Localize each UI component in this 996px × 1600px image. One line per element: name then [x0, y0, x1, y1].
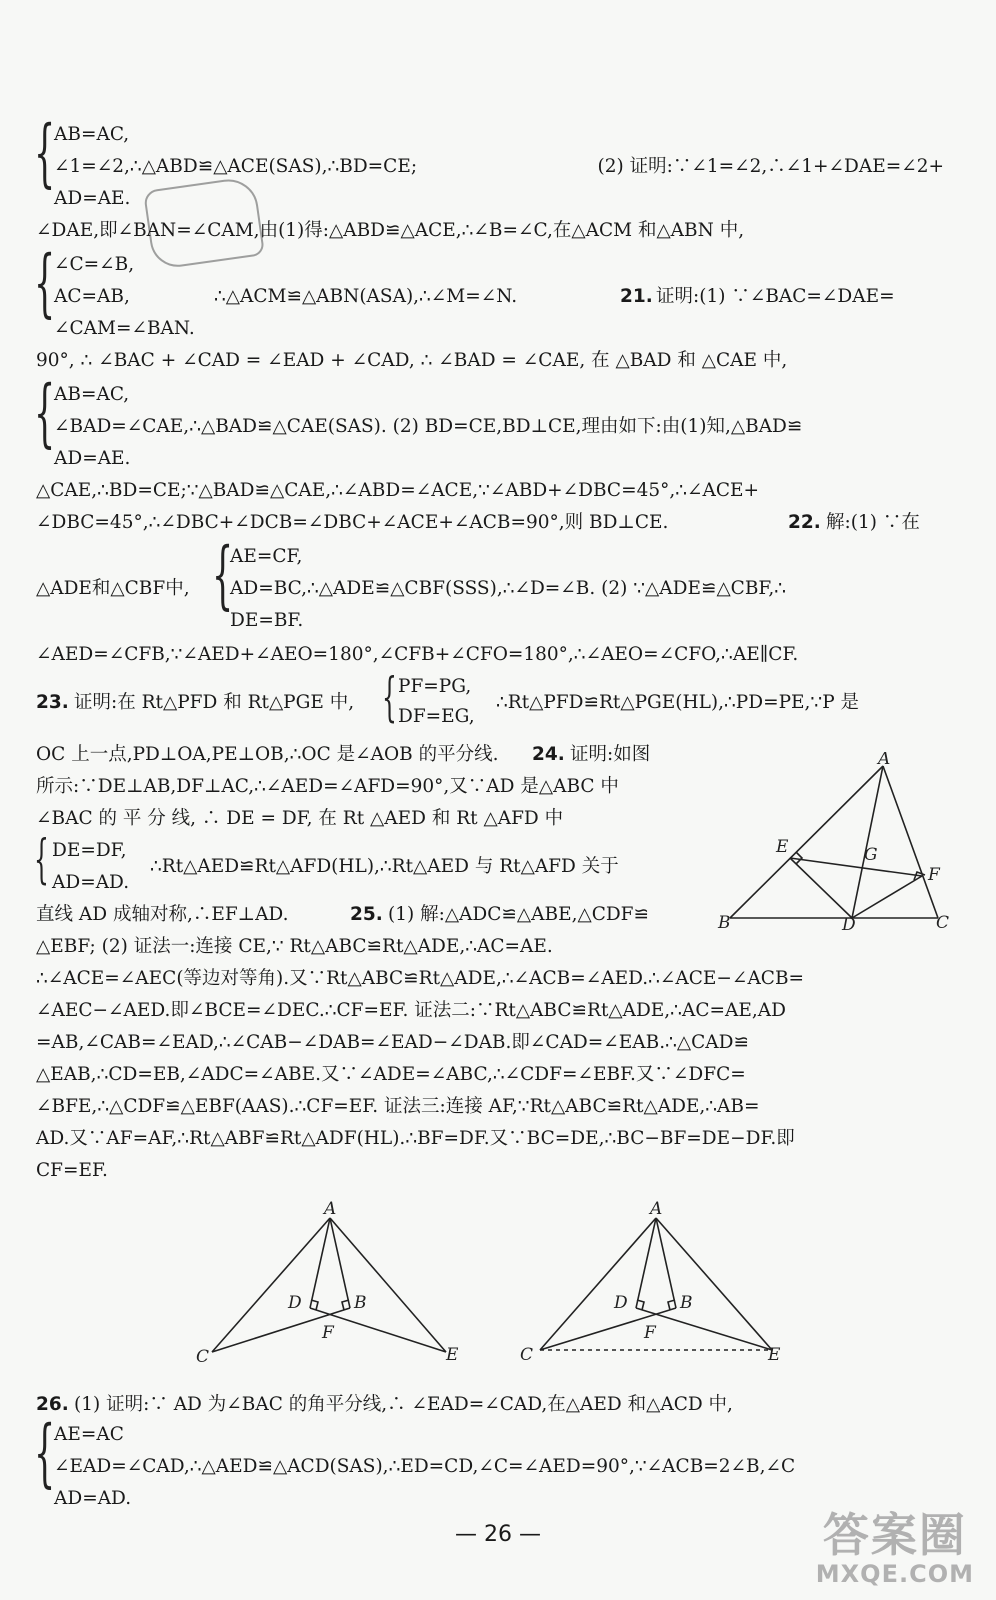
text-line: AD=AD. — [52, 872, 130, 893]
text-line: △EAB,∴CD=EB,∠ADC=∠ABE.又∵∠ADE=∠ABC,∴∠CDF=∠EBF.又∵∠DFC= — [36, 1064, 746, 1085]
brace: { — [382, 668, 397, 728]
watermark-url: MXQE.COM — [815, 1560, 974, 1588]
label-a: A — [878, 752, 891, 769]
text-line: ∠EAD=∠CAD,∴△AED≌△ACD(SAS),∴ED=CD,∠C=∠AED=90°,∵∠ACB=2∠B,∠C — [54, 1456, 796, 1477]
brace: { — [34, 370, 56, 456]
watermark — [816, 1510, 974, 1588]
text-span: (2) 证明:∵∠1=∠2,∴∠1+∠DAE=∠2+ — [597, 156, 944, 177]
text-line — [54, 154, 944, 180]
text-line: ∠BAC 的 平 分 线, ∴ DE = DF, 在 Rt △AED 和 Rt △AFD 中 — [36, 808, 564, 829]
figure-24 — [716, 752, 952, 934]
label-e: E — [768, 1345, 781, 1365]
label-f: F — [644, 1323, 656, 1343]
text-line: AD=AE. — [54, 188, 131, 209]
text-line: AC=AB, — [54, 286, 130, 307]
label-a: A — [650, 1200, 663, 1219]
label-b: B — [680, 1293, 693, 1313]
text-line: PF=PG, — [398, 676, 472, 697]
figure-25-left — [190, 1200, 470, 1378]
question-number: 24. — [532, 744, 565, 765]
text-line: ∴△ACM≌△ABN(ASA),∴∠M=∠N. — [214, 286, 518, 307]
label-c: C — [196, 1347, 210, 1367]
question-number: 22. — [788, 512, 821, 533]
text-line: =AB,∠CAB=∠EAD,∴∠CAB−∠DAB=∠EAD−∠DAB.即∠CAD=∠EAB.∴△CAD≌ — [36, 1032, 749, 1053]
text-line: 证明:如图 — [570, 744, 651, 765]
text-line: AD=BC,∴△ADE≌△CBF(SSS),∴∠D=∠B. (2) ∵△ADE≌△CBF,∴ — [230, 578, 787, 599]
brace: { — [34, 1410, 56, 1496]
question-number: 23. — [36, 692, 69, 713]
text-line: △EBF; (2) 证法一:连接 CE,∵ Rt△ABC≌Rt△ADE,∴AC=AE. — [36, 936, 553, 957]
text-line: AD=AE. — [54, 448, 131, 469]
text-line: AD.又∵AF=AF,∴Rt△ABF≌Rt△ADF(HL).∴BF=DF.又∵BC=DE,∴BC−BF=DE−DF.即 — [36, 1128, 795, 1149]
right-angle-e — [796, 852, 802, 864]
brace: { — [212, 532, 234, 618]
text-line: OC 上一点,PD⊥OA,PE⊥OB,∴OC 是∠AOB 的平分线. — [36, 744, 499, 765]
text-line: AD=AD. — [54, 1488, 132, 1509]
label-c: C — [936, 913, 950, 933]
label-e: E — [446, 1345, 459, 1365]
text-line: (1) 解:△ADC≌△ABE,△CDF≌ — [388, 904, 650, 925]
text-line: 直线 AD 成轴对称,∴EF⊥AD. — [36, 904, 289, 925]
page-number-value: 26 — [484, 1522, 512, 1547]
text-line: ∠DAE,即∠BAN=∠CAM,由(1)得:△ABD≌△ACE,∴∠B=∠C,在△ACM 和△ABN 中, — [36, 220, 745, 241]
segment-de — [790, 858, 852, 918]
text-line: ∠C=∠B, — [54, 254, 135, 275]
text-line: DE=BF. — [230, 610, 304, 631]
text-line: △ADE和△CBF中, — [36, 578, 190, 599]
segment-ef — [790, 858, 922, 876]
text-line: ∠DBC=45°,∴∠DBC+∠DCB=∠DBC+∠ACE+∠ACB=90°,则 BD⊥CE. — [36, 512, 669, 533]
text-line: CF=EF. — [36, 1160, 108, 1181]
figure-25-right — [516, 1200, 796, 1378]
text-line: ∴Rt△AED≌Rt△AFD(HL),∴Rt△AED 与 Rt△AFD 关于 — [150, 856, 619, 877]
label-d: D — [842, 915, 856, 934]
segment-df — [852, 876, 922, 918]
text-line: AB=AC, — [54, 384, 130, 405]
text-line: DF=EG, — [398, 706, 475, 727]
brace: { — [34, 110, 56, 196]
text-line: 所示:∵DE⊥AB,DF⊥AC,∴∠AED=∠AFD=90°,又∵AD 是△ABC 中 — [36, 776, 619, 797]
text-line: 解:(1) ∵在 — [826, 512, 920, 533]
text-line: AE=CF, — [230, 546, 303, 567]
label-f: F — [928, 865, 940, 885]
text-line: △CAE,∴BD=CE;∵△BAD≌△CAE,∴∠ABD=∠ACE,∵∠ABD+∠DBC=45°,∴∠ACE+ — [36, 480, 760, 501]
text-line: ∴∠ACE=∠AEC(等边对等角).又∵Rt△ABC≌Rt△ADE,∴∠ACB=∠AED.∴∠ACE−∠ACB= — [36, 968, 805, 989]
label-d: D — [614, 1293, 628, 1313]
text-line: AB=AC, — [54, 124, 130, 145]
text-line: ∠AEC−∠AED.即∠BCE=∠DEC.∴CF=EF. 证法二:∵Rt△ABC≌Rt△ADE,∴AC=AE,AD — [36, 1000, 786, 1021]
question-number: 21. — [620, 286, 653, 307]
text-line: ∠CAM=∠BAN. — [54, 318, 195, 339]
text-line: 证明:(1) ∵∠BAC=∠DAE= — [656, 286, 895, 307]
text-line: ∠BFE,∴△CDF≌△EBF(AAS).∴CF=EF. 证法三:连接 AF,∵Rt△ABC≌Rt△ADE,∴AB= — [36, 1096, 760, 1117]
label-g: G — [864, 845, 878, 865]
text-line: ∴Rt△PFD≌Rt△PGE(HL),∴PD=PE,∵P 是 — [496, 692, 860, 713]
label-b: B — [718, 913, 731, 933]
label-d: D — [288, 1293, 302, 1313]
label-b: B — [354, 1293, 367, 1313]
question-number: 25. — [350, 904, 383, 925]
text-line: 90°, ∴ ∠BAC + ∠CAD = ∠EAD + ∠CAD, ∴ ∠BAD = ∠CAE, 在 △BAD 和 △CAE 中, — [36, 350, 788, 371]
label-f: F — [322, 1323, 334, 1343]
brace: { — [34, 830, 49, 890]
label-e: E — [776, 837, 789, 857]
label-c: C — [520, 1345, 534, 1365]
watermark-title: 答案圈 — [822, 1508, 967, 1562]
segment-ad — [852, 766, 883, 918]
text-line: AE=AC — [54, 1424, 124, 1445]
question-number: 26. — [36, 1394, 69, 1415]
segment-ab — [730, 766, 883, 918]
text-line: ∠BAD=∠CAE,∴△BAD≌△CAE(SAS). (2) BD=CE,BD⊥CE,理由如下:由(1)知,△BAD≌ — [54, 416, 803, 437]
page-number: — 26 — — [455, 1522, 541, 1547]
text-line: ∠AED=∠CFB,∵∠AED+∠AEO=180°,∠CFB+∠CFO=180°,∴∠AEO=∠CFO,∴AE∥CF. — [36, 644, 799, 665]
text-line: 证明:在 Rt△PFD 和 Rt△PGE 中, — [74, 692, 355, 713]
brace: { — [34, 240, 56, 326]
text-line: DE=DF, — [52, 840, 127, 861]
text-line: (1) 证明:∵ AD 为∠BAC 的角平分线,∴ ∠EAD=∠CAD,在△AED 和△ACD 中, — [74, 1394, 733, 1415]
text-span: ∠1=∠2,∴△ABD≌△ACE(SAS),∴BD=CE; — [54, 156, 418, 177]
label-a: A — [324, 1200, 337, 1219]
